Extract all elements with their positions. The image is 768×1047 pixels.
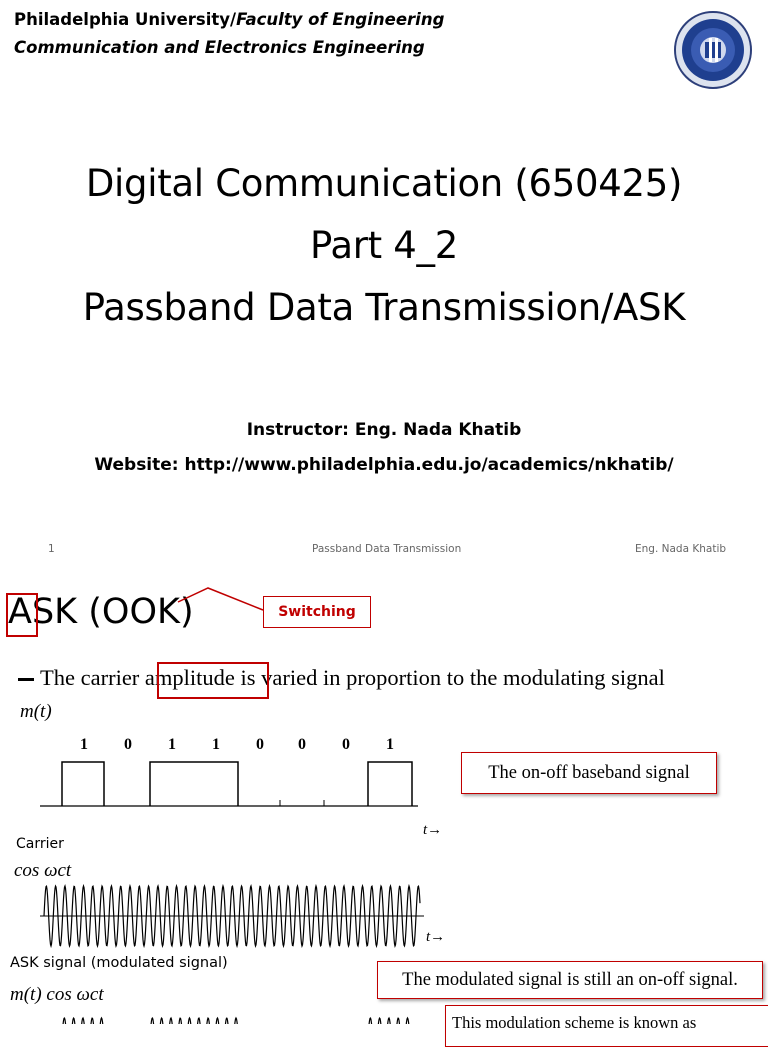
switching-pointer bbox=[178, 588, 263, 610]
amplitude-word: amplitude bbox=[144, 665, 235, 690]
baseband-pulse bbox=[62, 762, 104, 806]
modulated-note: The modulated signal is still an on-off signal. bbox=[377, 961, 763, 999]
definition-bullet: The carrier amplitude is varied in proportion to the modulating signal bbox=[18, 665, 665, 691]
bit-label: 1 bbox=[212, 736, 220, 753]
faculty-name: Faculty of Engineering bbox=[236, 10, 445, 29]
website-link[interactable]: Website: http://www.philadelphia.edu.jo/academics/nkhatib/ bbox=[94, 455, 674, 475]
department-header: Communication and Electronics Engineering bbox=[14, 38, 425, 57]
ask-wave bbox=[62, 1018, 412, 1024]
mcos-label: m(t) cos ωct bbox=[10, 984, 104, 1005]
scheme-note: This modulation scheme is known as bbox=[445, 1005, 768, 1047]
mt-label: m(t) bbox=[20, 701, 52, 722]
slide-title-line-3: Passband Data Transmission/ASK bbox=[82, 286, 686, 329]
baseband-pulse bbox=[368, 762, 412, 806]
baseband-note: The on-off baseband signal bbox=[461, 752, 717, 794]
slide-title-line-2: Part 4_2 bbox=[310, 224, 458, 267]
bit-label: 1 bbox=[168, 736, 176, 753]
bit-label: 1 bbox=[386, 736, 394, 753]
bit-label: 0 bbox=[256, 736, 264, 753]
time-axis-label: t→ bbox=[426, 929, 446, 945]
baseband-pulse bbox=[150, 762, 238, 806]
bit-label: 0 bbox=[342, 736, 350, 753]
footer-author: Eng. Nada Khatib bbox=[635, 543, 727, 555]
slide-title-line-1: Digital Communication (650425) bbox=[85, 162, 683, 205]
ask-title: ASK (OOK) bbox=[8, 592, 194, 632]
carrier-label: Carrier bbox=[16, 836, 64, 852]
time-axis-label: t→ bbox=[423, 822, 443, 838]
university-header: Philadelphia University/Faculty of Engineering bbox=[14, 10, 445, 29]
slide-number: 1 bbox=[48, 543, 55, 555]
ask-signal-label: ASK signal (modulated signal) bbox=[10, 955, 228, 971]
switching-callout: Switching bbox=[263, 596, 371, 628]
bit-label: 0 bbox=[124, 736, 132, 753]
footer-center: Passband Data Transmission bbox=[312, 543, 462, 555]
instructor-name: Instructor: Eng. Nada Khatib bbox=[246, 420, 522, 440]
bit-label: 0 bbox=[298, 736, 306, 753]
bit-label: 1 bbox=[80, 736, 88, 753]
cos-label: cos ωct bbox=[14, 860, 72, 881]
